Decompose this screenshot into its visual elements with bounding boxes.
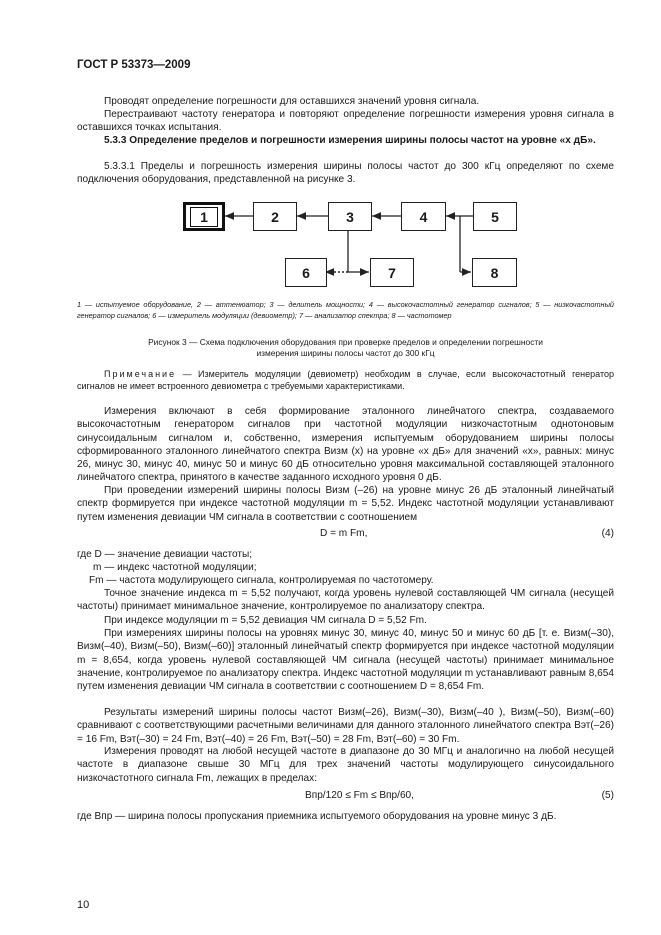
equation-number: (5) xyxy=(601,790,614,801)
equation-4: D = m Fm, xyxy=(320,528,368,539)
note xyxy=(77,369,614,392)
paragraph: Точное значение индекса m = 5,52 получают, когда уровень нулевой составляющей ЧМ сигнала (несущей частоты) принимает минимальное значение, контролируемое по анализатору спектра. xyxy=(77,588,614,613)
paragraph: Результаты измерений ширины полосы частот Bизм(–26), Bизм(–30), Bизм(–40 ), Bизм(–50), Bизм(–60) сравнивают с соответствующими расчетными величинами для данного эталонного линейчатого спектра Bэт(–26) = 16 Fm, Bэт(–30) = 24 Fm, Bэт(–40) = 26 Fm, Bэт(–50) = 28 Fm, Bэт(–60) = 30 Fm. xyxy=(77,707,614,745)
note-text: — Измеритель модуляции (девиометр) необходим в случае, если высокочастотный генератор сигналов не имеет встроенного девиометра с требуемыми характеристиками. xyxy=(77,369,614,391)
block-frequency-counter: 8 xyxy=(472,258,517,287)
paragraph: 5.3.3.1 Пределы и погрешность измерения ширины полосы частот до 300 кГц определяют по схеме подключения оборудования, представленной на рисунке 3. xyxy=(77,161,614,186)
where-line: где D — значение девиации частоты; xyxy=(77,549,253,560)
block-lf-generator: 5 xyxy=(473,202,517,231)
document-header: ГОСТ Р 53373—2009 xyxy=(77,59,191,71)
section-title: 5.3.3 Определение пределов и погрешности измерения ширины полосы частот на уровне «x дБ». xyxy=(104,135,596,146)
paragraph: Измерения включают в себя формирование эталонного линейчатого спектра, создаваемого высокочастотным генератором сигналов при частотной модуляции низкочастотным однотоновым синусоидальным сигналом и, собственно, измерения испытуемым оборудованием ширины полосы сформированного эталонного линейчатого спектра Bизм (x) на уровне «x дБ» для значений «x», равных: минус 26, минус 30, минус 40, минус 50 и минус 60 дБ относительно уровня максимальной составляющей эталонного линейчатого спектра, принятого в качестве заданного исходного уровня 0 дБ. xyxy=(77,406,614,484)
figure-legend: 1 — испытуемое оборудование, 2 — аттенюатор; 3 — делитель мощности; 4 — высокочастотный генератор сигналов; 5 — низкочастотный генератор сигналов; 6 — измеритель модуляции (девиометр); 7 — анализатор спектра; 8 — частотомер xyxy=(77,300,614,320)
block-deviometer: 6 xyxy=(285,258,327,287)
paragraph: где Bпр — ширина полосы пропускания приемника испытуемого оборудования на уровне минус 3 дБ. xyxy=(77,811,557,822)
where-line: m — индекс частотной модуляции; xyxy=(93,562,257,573)
paragraph: При измерениях ширины полосы на уровнях минус 30, минус 40, минус 50 и минус 60 дБ [т. е. Bизм(–30), Bизм(–40), Bизм(–50), Bизм(–60)] эталонный линейчатый спектр формируется при индексе частотной модуляции m = 8,654, когда уровень нулевой составляющей ЧМ сигнала (несущей частоты) принимает минимальное значение, контролируемое по анализатору спектра. Индекс частотной модуляции m устанавливают равным 8,654 путем изменения девиации ЧМ сигнала в соответствии с соотношением D = 8,654 Fm. xyxy=(77,628,614,693)
figure-caption: Рисунок 3 — Схема подключения оборудования при проверке пределов и определении погрешности xyxy=(148,337,543,347)
diagram-connections xyxy=(0,0,661,300)
figure-caption-line2: измерения ширины полосы частот до 300 кГц xyxy=(256,348,435,358)
block-attenuator: 2 xyxy=(253,202,297,231)
paragraph: При индексе модуляции m = 5,52 девиация ЧМ сигнала D = 5,52 Fm. xyxy=(104,615,427,626)
block-spectrum-analyzer: 7 xyxy=(370,258,414,287)
note-label: Примечание xyxy=(104,369,177,379)
where-line: Fm — частота модулирующего сигнала, контролируемая по частотомеру. xyxy=(89,575,434,586)
paragraph: Измерения проводят на любой несущей частоте в диапазоне до 30 МГц и аналогично на любой несущей частоте в диапазоне свыше 30 МГц для трех значений частоты модулирующего синусоидального низкочастотного сигнала Fm, лежащих в пределах: xyxy=(77,746,614,784)
block-power-divider: 3 xyxy=(328,202,372,231)
equation-5: Bпр/120 ≤ Fm ≤ Bпр/60, xyxy=(305,790,414,801)
paragraph: При проведении измерений ширины полосы Bизм (–26) на уровне минус 26 дБ эталонный линейчатый спектр формируется при индексе частотной модуляции m = 5,52. Индекс частотной модуляции устанавливают путем изменения девиации ЧМ сигнала в соответствии с соотношением xyxy=(77,485,614,523)
page-number: 10 xyxy=(77,899,90,911)
block-hf-generator: 4 xyxy=(401,202,446,231)
paragraph: Проводят определение погрешности для оставшихся значений уровня сигнала. xyxy=(104,96,480,107)
equation-number: (4) xyxy=(601,528,614,539)
block-tested-equipment: 1 xyxy=(183,202,225,231)
paragraph: Перестраивают частоту генератора и повторяют определение погрешности измерения уровня сигнала в оставшихся точках испытания. xyxy=(77,109,614,134)
